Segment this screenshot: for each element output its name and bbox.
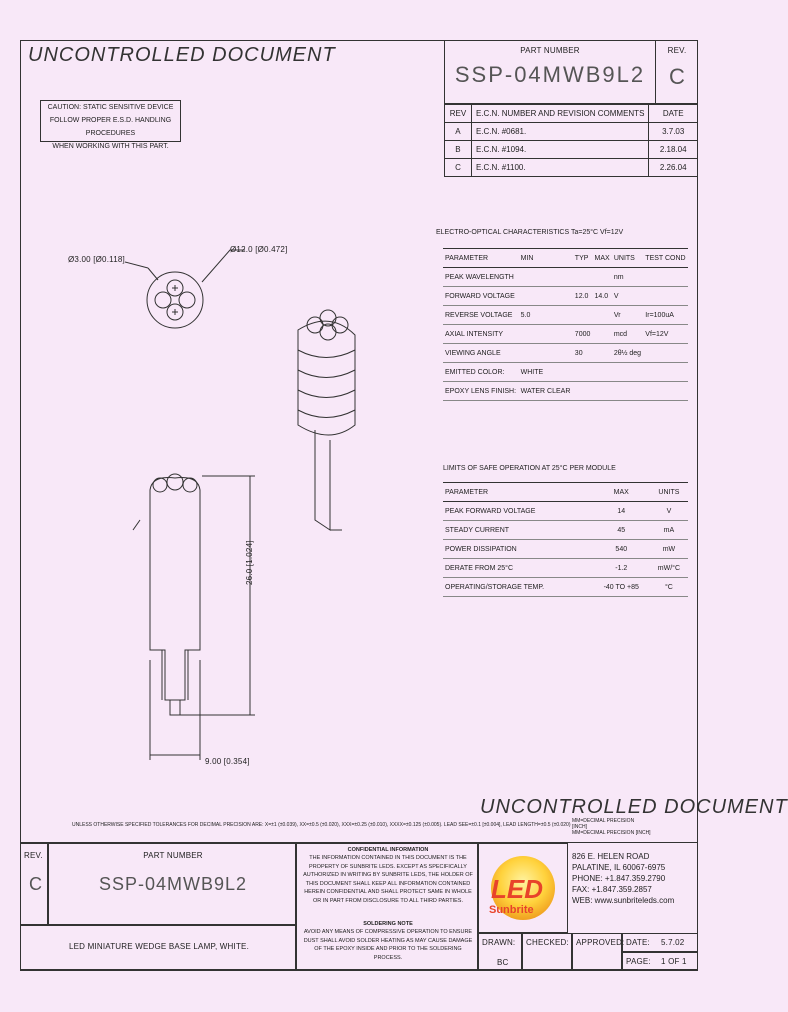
dim-width: 9.00 [0.354]: [205, 757, 250, 766]
cell: [593, 382, 612, 401]
table-row: [443, 306, 688, 325]
cell: VIEWING ANGLE: [443, 344, 519, 363]
address-line: PALATINE, IL 60067-6975: [572, 863, 666, 872]
confidential-title: CONFIDENTIAL INFORMATION: [347, 847, 429, 853]
cell: Vf=12V: [643, 325, 688, 344]
page-value: 1 OF 1: [661, 957, 687, 966]
uncontrolled-stamp-bottom: UNCONTROLLED DOCUMENT: [480, 796, 788, 818]
table-row: [443, 540, 688, 559]
cell: 2θ½ deg: [612, 344, 643, 363]
address-line: 826 E. HELEN ROAD: [572, 852, 650, 861]
row-date: 3.7.03: [649, 123, 698, 141]
cell: 30: [573, 344, 593, 363]
rev-header: REV: [445, 105, 472, 123]
cell: nm: [612, 268, 643, 287]
tb-rev-value: C: [29, 874, 42, 894]
cell: STEADY CURRENT: [443, 521, 593, 540]
cell: AXIAL INTENSITY: [443, 325, 519, 344]
tb-rev-cell: [20, 843, 48, 925]
row-rev: C: [445, 159, 472, 177]
tb-rev-label: REV.: [24, 851, 43, 860]
table-row: [443, 578, 688, 597]
address-line: FAX: +1.847.359.2857: [572, 885, 652, 894]
cell: WHITE: [519, 363, 573, 382]
comment-header: E.C.N. NUMBER AND REVISION COMMENTS: [471, 105, 648, 123]
cell: [593, 363, 612, 382]
tolerance-note: UNLESS OTHERWISE SPECIFIED TOLERANCES FOR DECIMAL PRECISION ARE: X=±1 (±0.039), XX=±0.5 (±0.020), XXX=±0.25 (±0.010), XXXX=±0.125 (±0.005). LEAD SEE=±0.1 [±0.004], LEAD LENGTH=±0.5 (±0.020): [72, 822, 571, 828]
cell: [612, 382, 643, 401]
date-value: 5.7.02: [661, 938, 685, 947]
cell: EMITTED COLOR:: [443, 363, 519, 382]
row-comment: E.C.N. #0681.: [471, 123, 648, 141]
cell: -1.2: [593, 559, 650, 578]
cell: V: [612, 287, 643, 306]
dim-diameter-small: Ø3.00 [Ø0.118]: [68, 255, 125, 264]
solder-title: SOLDERING NOTE: [363, 921, 413, 927]
eo-table: [443, 248, 688, 401]
cell: [593, 325, 612, 344]
cell: mW: [650, 540, 688, 559]
caution-box: [40, 100, 181, 150]
cell: DERATE FROM 25°C: [443, 559, 593, 578]
row-rev: B: [445, 141, 472, 159]
cell: POWER DISSIPATION: [443, 540, 593, 559]
solder-text: AVOID ANY MEANS OF COMPRESSIVE OPERATION TO ENSURE DUST SHALL AVOID SOLDER HEATING AS MAY CAUSE DAMAGE OF THE EPOXY INSIDE AND PRIOR TO THE SOLDERING PROCESS.: [303, 929, 473, 961]
cell: [519, 268, 573, 287]
eo-header: TEST COND: [643, 249, 688, 268]
cell: [593, 306, 612, 325]
tb-part-value: SSP-04MWB9L2: [98, 874, 248, 894]
address-block: [572, 851, 674, 906]
cell: mW/°C: [650, 559, 688, 578]
cell: [519, 287, 573, 306]
address-line: WEB: www.sunbriteleds.com: [572, 896, 675, 905]
cell: FORWARD VOLTAGE: [443, 287, 519, 306]
part-number-box: [444, 40, 698, 104]
row-date: 2.26.04: [649, 159, 698, 177]
table-row: [443, 382, 688, 401]
cell: PEAK WAVELENGTH: [443, 268, 519, 287]
uncontrolled-stamp-top: UNCONTROLLED DOCUMENT: [28, 44, 336, 66]
cell: -40 TO +85: [593, 578, 650, 597]
lamp-drawing: [30, 230, 410, 790]
cell: EPOXY LENS FINISH:: [443, 382, 519, 401]
cell: Vr: [612, 306, 643, 325]
page-label: PAGE:: [626, 957, 651, 966]
tb-logo-cell: [478, 843, 568, 933]
eo-title: ELECTRO-OPTICAL CHARACTERISTICS Ta=25°C Vf=12V: [436, 229, 624, 236]
cell: 7000: [573, 325, 593, 344]
revision-table: [444, 104, 698, 177]
cell: [643, 287, 688, 306]
tb-drawn-cell: [478, 933, 522, 971]
lim-header: UNITS: [650, 483, 688, 502]
title-block: [20, 842, 698, 971]
approved-label: APPROVED:: [576, 938, 625, 947]
dim-height: 26.0 [1.024]: [245, 540, 254, 585]
date-label: DATE:: [626, 938, 650, 947]
tb-description-cell: [20, 925, 296, 971]
dim-diameter-large: Ø12.0 [Ø0.472]: [230, 245, 288, 254]
tb-approved-cell: [572, 933, 625, 971]
logo-text: Sunbrite: [489, 904, 534, 916]
tolerance-legend: [572, 818, 651, 836]
cell: 14.0: [593, 287, 612, 306]
cell: REVERSE VOLTAGE: [443, 306, 519, 325]
cell: mcd: [612, 325, 643, 344]
eo-header: PARAMETER: [443, 249, 519, 268]
eo-header: MAX: [593, 249, 612, 268]
cell: Ir=100uA: [643, 306, 688, 325]
table-row: [443, 502, 688, 521]
table-row: [445, 159, 698, 177]
drawn-label: DRAWN:: [482, 938, 516, 947]
table-row: [443, 363, 688, 382]
table-row: [443, 268, 688, 287]
tb-date-cell: [622, 933, 698, 952]
tb-notes-cell: [296, 843, 478, 971]
cell: 12.0: [573, 287, 593, 306]
limits-title: LIMITS OF SAFE OPERATION AT 25°C PER MODULE: [443, 465, 616, 472]
cell: [643, 344, 688, 363]
cell: 5.0: [519, 306, 573, 325]
cell: [612, 363, 643, 382]
cell: [643, 363, 688, 382]
lim-header: MAX: [593, 483, 650, 502]
address-line: PHONE: +1.847.359.2790: [572, 874, 666, 883]
table-row: [443, 559, 688, 578]
tolerance-legend-line: MM=DECIMAL PRECISION [INCH]: [572, 830, 651, 836]
table-row: [445, 123, 698, 141]
cell: OPERATING/STORAGE TEMP.: [443, 578, 593, 597]
cell: V: [650, 502, 688, 521]
part-number-label: PART NUMBER: [520, 46, 580, 55]
rev-value: C: [669, 64, 685, 89]
tb-page-cell: [622, 952, 698, 971]
cell: [643, 268, 688, 287]
cell: mA: [650, 521, 688, 540]
limits-table: [443, 482, 688, 597]
cell: [643, 382, 688, 401]
caution-line: WHEN WORKING WITH THIS PART.: [52, 143, 169, 150]
cell: °C: [650, 578, 688, 597]
cell: 45: [593, 521, 650, 540]
cell: [519, 344, 573, 363]
cell: [573, 306, 593, 325]
cell: [593, 344, 612, 363]
tolerance-legend-line: [INCH]: [572, 824, 587, 830]
cell: WATER CLEAR: [519, 382, 573, 401]
cell: [519, 325, 573, 344]
part-number-value: SSP-04MWB9L2: [454, 62, 646, 87]
rev-label: REV.: [667, 46, 687, 55]
confidential-text: THE INFORMATION CONTAINED IN THIS DOCUMENT IS THE PROPERTY OF SUNBRITE LEDS. EXCEPT AS SPECIFICALLY AUTHORIZED IN WRITING BY SUNBRITE LEDS, THE HOLDER OF THIS DOCUMENT SHALL KEEP ALL INFORMATION CONTAINED HEREIN CONFIDENTIAL AND SHALL PROTECT SAME IN WHOLE OR IN PART FROM DISCLOSURE TO ALL THIRD PARTIES.: [303, 855, 473, 904]
cell: [573, 363, 593, 382]
tb-description: LED MINIATURE WEDGE BASE LAMP, WHITE.: [68, 942, 250, 951]
tb-part-cell: [48, 843, 296, 925]
row-date: 2.18.04: [649, 141, 698, 159]
eo-header: MIN: [519, 249, 573, 268]
cell: 14: [593, 502, 650, 521]
tb-checked-cell: [522, 933, 572, 971]
date-header: DATE: [649, 105, 698, 123]
eo-header: UNITS: [612, 249, 643, 268]
eo-header: TYP: [573, 249, 593, 268]
table-row: [443, 325, 688, 344]
cell: PEAK FORWARD VOLTAGE: [443, 502, 593, 521]
tolerance-legend-line: MM=DECIMAL PRECISION: [572, 818, 635, 824]
tb-part-label: PART NUMBER: [143, 851, 203, 860]
drawn-value: BC: [497, 958, 509, 967]
row-rev: A: [445, 123, 472, 141]
logo-big-text: LED: [491, 874, 543, 904]
row-comment: E.C.N. #1094.: [471, 141, 648, 159]
cell: [573, 268, 593, 287]
cell: [573, 382, 593, 401]
cell: [593, 268, 612, 287]
table-row: [443, 521, 688, 540]
table-row: [445, 141, 698, 159]
caution-line: FOLLOW PROPER E.S.D. HANDLING PROCEDURES: [49, 117, 172, 137]
caution-line: CAUTION: STATIC SENSITIVE DEVICE: [47, 104, 174, 111]
table-row: [443, 287, 688, 306]
table-row: [443, 344, 688, 363]
checked-label: CHECKED:: [526, 938, 569, 947]
row-comment: E.C.N. #1100.: [471, 159, 648, 177]
cell: 540: [593, 540, 650, 559]
lim-header: PARAMETER: [443, 483, 593, 502]
